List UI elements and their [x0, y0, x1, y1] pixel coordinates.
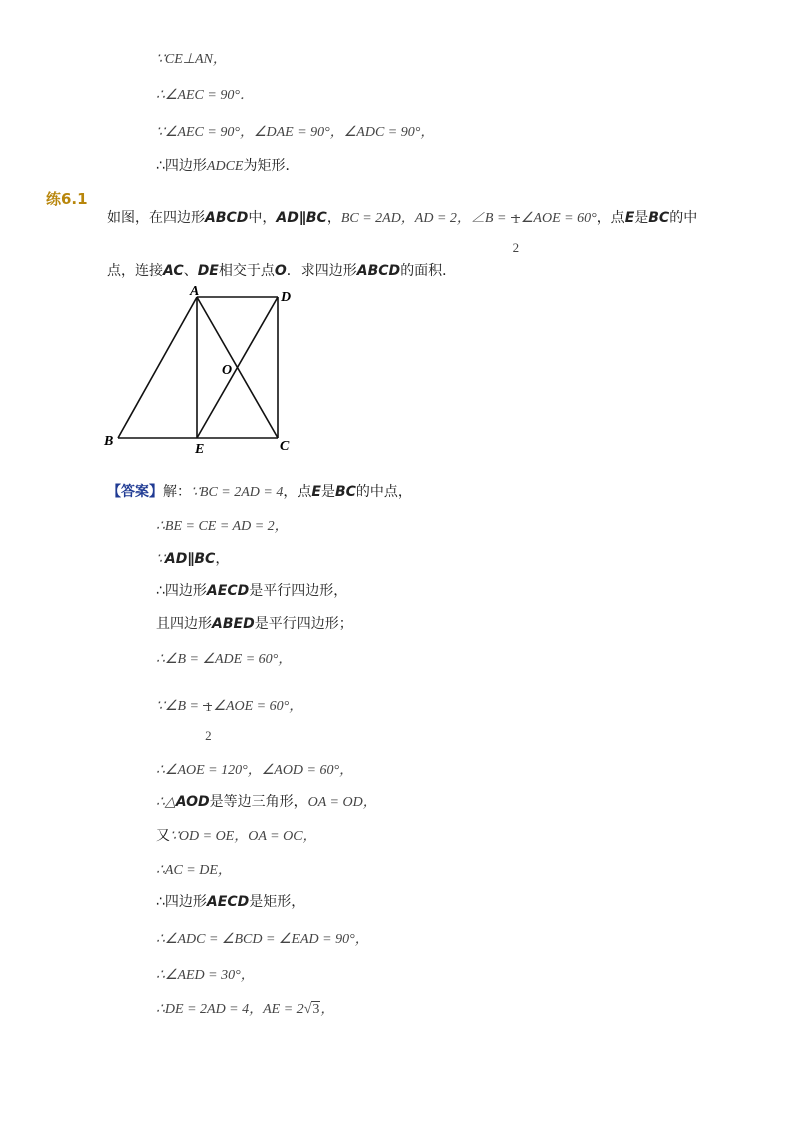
ex-text: 如图，在四边形 [107, 210, 205, 226]
ans-math: ∵BC = 2AD = 4 [191, 485, 284, 500]
ans-math: ∴DE = 2AD = 4，AE = 2 [156, 1002, 304, 1017]
ans-text: ， [215, 551, 230, 567]
ans-abed: ABED [212, 616, 255, 632]
ex-text: ， [326, 210, 341, 226]
geometry-figure [100, 282, 300, 457]
ans-aod: AOD [175, 794, 210, 810]
ex-frac-bar [511, 217, 520, 218]
prev-line-4-b: ADCE [206, 159, 244, 174]
ans-text: ∴四边形 [156, 894, 207, 910]
ex-text: 是 [634, 210, 649, 226]
sqrt-radicand: 3 [312, 1002, 320, 1017]
ex-condition-2: ∠AOE = 60° [520, 211, 597, 226]
ans-text: ∴四边形 [156, 583, 207, 599]
exercise-line-2 [107, 260, 456, 280]
answer-line-9 [156, 791, 377, 811]
answer-line-10 [156, 825, 317, 845]
ans-math: ∠AOE = 60°， [213, 699, 304, 714]
answer-line-13: ∴∠ADC = ∠BCD = ∠EAD = 90°， [156, 932, 369, 947]
answer-line-15 [156, 998, 334, 1018]
exercise-line-1 [107, 195, 698, 255]
segment-ab [118, 297, 197, 438]
ex-condition-1: BC = 2AD，AD = 2，∠B = [340, 211, 507, 226]
label-a: A [190, 284, 200, 299]
answer-line-5 [156, 613, 353, 633]
answer-line-6: ∴∠B = ∠ADE = 60°， [156, 652, 293, 667]
ex-text: 相交于点 [218, 263, 275, 279]
ans-math: ∴△ [156, 795, 176, 810]
answer-line-2: ∴BE = CE = AD = 2， [156, 519, 289, 534]
ex-ad-parallel-bc: AD∥BC [276, 210, 327, 226]
ans-math: ∵OD = OE，OA = OC， [170, 829, 317, 844]
ex-text: 的中 [669, 210, 698, 226]
ans-bc: BC [334, 484, 356, 500]
answer-line-1 [107, 481, 412, 501]
answer-label: 【答案】 [107, 484, 163, 500]
ans-fraction [203, 684, 213, 743]
ans-math: ， [320, 1002, 335, 1017]
ans-text: 又 [156, 828, 170, 844]
prev-line-1: ∵CE⊥AN， [156, 52, 227, 67]
ex-frac-num: 1 [512, 211, 520, 226]
ex-text: ，点 [596, 210, 625, 226]
prev-line-3: ∵∠AEC = 90°，∠DAE = 90°，∠ADC = 90°， [156, 125, 435, 140]
ex-text: 点，连接 [107, 263, 163, 279]
ex-text: ．求四边形 [286, 263, 357, 279]
ans-point-e: E [311, 484, 321, 500]
answer-line-3 [156, 548, 229, 568]
ans-text: 是平行四边形， [249, 583, 348, 599]
label-b: B [104, 434, 114, 449]
ans-aecd-2: AECD [206, 894, 250, 910]
exercise-label: 练6.1 [46, 190, 88, 208]
ans-text: 是 [320, 484, 335, 500]
ex-point-o: O [274, 263, 287, 279]
ex-de: DE [197, 263, 219, 279]
label-e: E [195, 442, 205, 457]
prev-line-4-c: 为矩形． [243, 158, 300, 174]
ex-bc: BC [648, 210, 670, 226]
answer-line-11: ∴AC = DE， [156, 863, 232, 878]
ex-text: 、 [183, 263, 198, 279]
answer-line-8: ∴∠AOE = 120°，∠AOD = 60°， [156, 763, 354, 778]
answer-line-4 [156, 580, 347, 600]
ex-point-e: E [624, 210, 635, 226]
ex-abcd-2: ABCD [356, 263, 401, 279]
prev-line-4 [156, 155, 299, 175]
ans-math: ∵∠B = [156, 699, 199, 714]
ex-text: 的面积． [400, 263, 457, 279]
ans-aecd: AECD [206, 583, 250, 599]
ans-text: 是平行四边形； [254, 616, 353, 632]
ans-ad-parallel-bc: AD∥BC [164, 551, 216, 567]
ans-text: 是矩形， [249, 894, 306, 910]
label-d: D [281, 290, 292, 305]
answer-line-12 [156, 891, 305, 911]
ex-text: 中， [248, 210, 277, 226]
label-c: C [280, 439, 290, 454]
answer-line-14: ∴∠AED = 30°， [156, 968, 255, 983]
ans-text: ，点 [283, 484, 312, 500]
ex-ac: AC [163, 263, 184, 279]
ans-frac-num: 1 [205, 699, 212, 714]
ex-frac-den: 2 [512, 240, 520, 255]
ans-frac-bar [203, 705, 212, 706]
ans-text: 是等边三角形， [209, 794, 308, 810]
label-o: O [222, 363, 233, 378]
ans-text: 解： [163, 484, 191, 500]
answer-line-7 [156, 683, 304, 743]
ans-text: 的中点， [355, 484, 412, 500]
prev-line-2: ∴∠AEC = 90°． [156, 88, 254, 103]
ans-math: OA = OD， [307, 795, 377, 810]
ans-math: ∵ [156, 552, 165, 567]
sqrt-symbol: √ [303, 1002, 312, 1017]
ans-frac-den: 2 [205, 728, 212, 743]
ans-text: 且四边形 [156, 616, 212, 632]
ex-abcd: ABCD [205, 210, 249, 226]
ex-fraction [511, 196, 521, 255]
prev-line-4-a: ∴四边形 [156, 158, 207, 174]
